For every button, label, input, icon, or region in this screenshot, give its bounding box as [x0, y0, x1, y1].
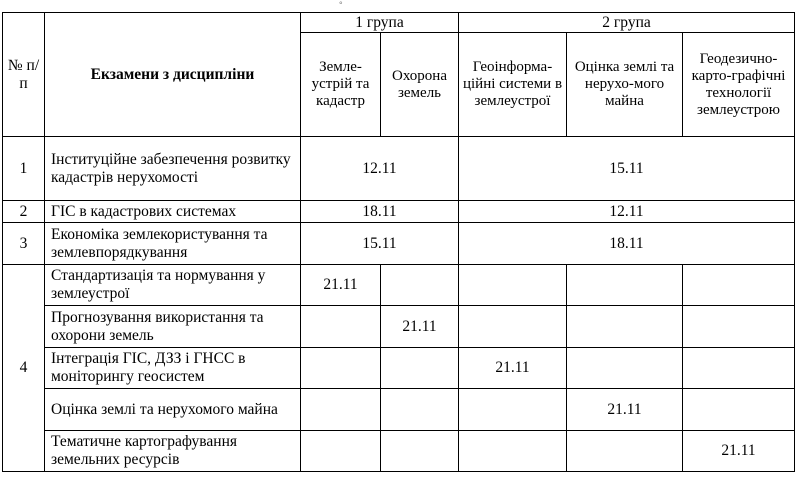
header-num: № п/п [3, 13, 45, 137]
exam-date: 21.11 [683, 431, 795, 472]
discipline-name: Стандартизація та нормування у землеустрої [45, 265, 301, 306]
subheader-gis: Геоінформа-ційні системи в землеустрої [459, 33, 567, 137]
group2-date: 18.11 [459, 223, 795, 265]
empty-cell [683, 265, 795, 306]
discipline-name: Прогнозування використання та охорони земель [45, 306, 301, 348]
group1-date: 15.11 [301, 223, 459, 265]
group2-date: 12.11 [459, 201, 795, 223]
discipline-name: Тематичне картографування земельних ресурсів [45, 431, 301, 472]
empty-cell [567, 306, 683, 348]
empty-cell [683, 306, 795, 348]
subheader-land-management: Земле-устрій та кадастр [301, 33, 381, 137]
subheader-land-valuation: Оцінка землі та нерухо-мого майна [567, 33, 683, 137]
discipline-name: Економіка землекористування та землевпорядкування [45, 223, 301, 265]
empty-cell [301, 431, 381, 472]
row-num: 4 [3, 265, 45, 472]
subheader-land-protection: Охорона земель [381, 33, 459, 137]
group2-date: 15.11 [459, 137, 795, 201]
empty-cell [381, 431, 459, 472]
exam-date: 21.11 [459, 348, 567, 389]
empty-cell [567, 265, 683, 306]
page-marker: ° [339, 0, 343, 10]
empty-cell [301, 348, 381, 389]
table-row [3, 265, 795, 306]
empty-cell [459, 306, 567, 348]
empty-cell [567, 348, 683, 389]
discipline-name: ГІС в кадастрових системах [45, 201, 301, 223]
empty-cell [381, 265, 459, 306]
discipline-name: Оцінка землі та нерухомого майна [45, 389, 301, 431]
empty-cell [301, 306, 381, 348]
empty-cell [381, 389, 459, 431]
exam-date: 21.11 [381, 306, 459, 348]
group1-date: 18.11 [301, 201, 459, 223]
subheader-geodetic-tech: Геодезично-карто-графічні технології землеустрою [683, 33, 795, 137]
exam-date: 21.11 [301, 265, 381, 306]
table-row [3, 137, 795, 201]
empty-cell [459, 389, 567, 431]
exam-date: 21.11 [567, 389, 683, 431]
empty-cell [459, 265, 567, 306]
table-row [3, 348, 795, 389]
header-exams: Екзамени з дисципліни [45, 13, 301, 137]
empty-cell [567, 431, 683, 472]
table-row [3, 306, 795, 348]
empty-cell [301, 389, 381, 431]
empty-cell [459, 431, 567, 472]
table-row [3, 223, 795, 265]
group1-date: 12.11 [301, 137, 459, 201]
row-num: 3 [3, 223, 45, 265]
empty-cell [683, 348, 795, 389]
empty-cell [381, 348, 459, 389]
row-num: 1 [3, 137, 45, 201]
table-row [3, 389, 795, 431]
discipline-name: Інституційне забезпечення розвитку кадастрів нерухомості [45, 137, 301, 201]
discipline-name: Інтеграція ГІС, ДЗЗ і ГНСС в моніторингу геосистем [45, 348, 301, 389]
header-group-1: 1 група [301, 13, 459, 33]
empty-cell [683, 389, 795, 431]
table-row [3, 201, 795, 223]
row-num: 2 [3, 201, 45, 223]
header-group-2: 2 група [459, 13, 795, 33]
table-row [3, 431, 795, 472]
exam-schedule-table [2, 12, 795, 472]
